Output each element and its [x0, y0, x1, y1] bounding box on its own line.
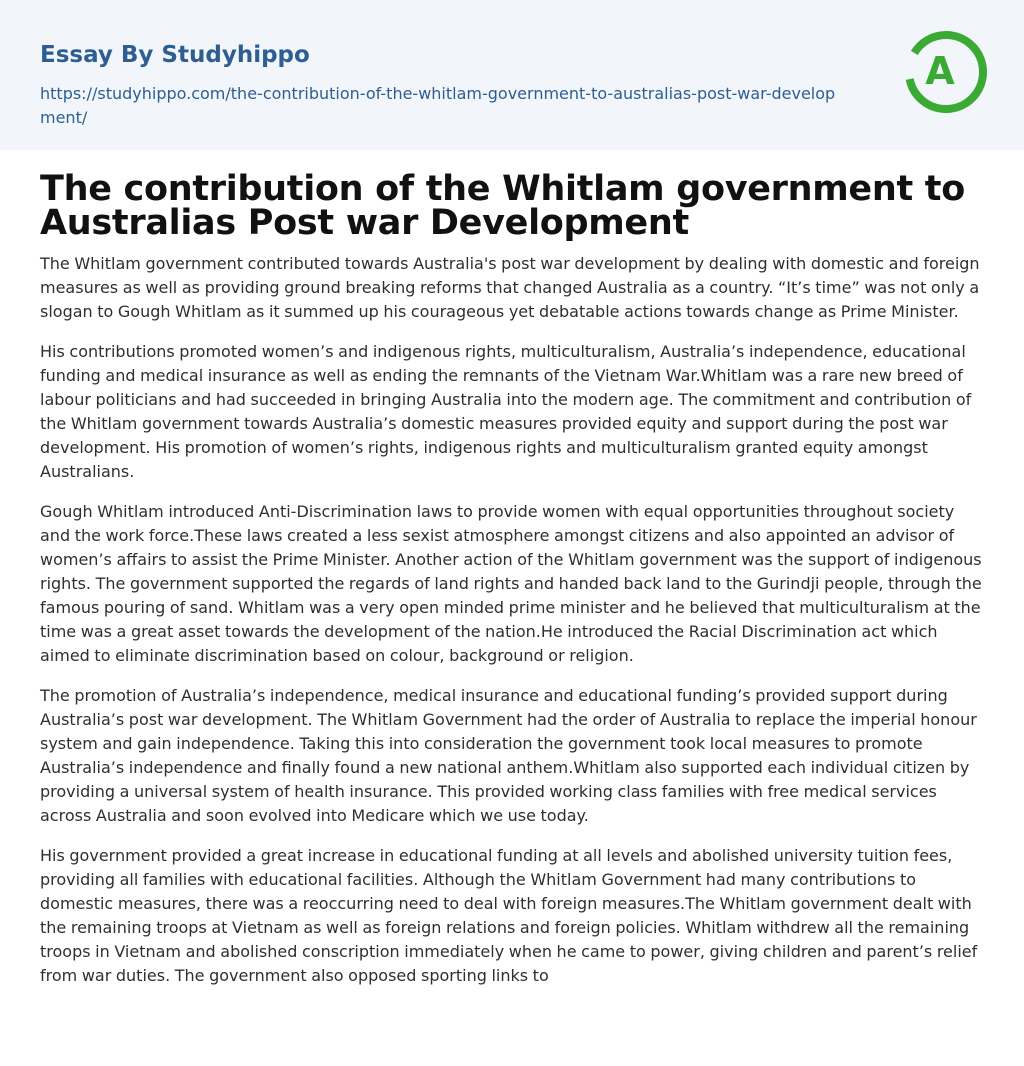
article: [0, 169, 1024, 988]
studyhippo-logo-icon[interactable]: [900, 28, 988, 116]
article-title: The contribution of the Whitlam government to Australias Post war Development: [40, 169, 965, 243]
article-paragraph: His contributions promoted women’s and indigenous rights, multiculturalism, Australia’s independence, educational funding and medical insurance as well as ending the remnants of the Vietnam War.Whitlam was a rare new breed of labour politicians and had succeeded in bringing Australia into the modern age. The commitment and contribution of the Whitlam government towards Australia’s domestic measures provided equity and support during the post war development. His promotion of women’s rights, indigenous rights and multiculturalism granted equity amongst Australians.: [40, 342, 972, 481]
logo-letter: A: [925, 49, 955, 93]
article-paragraph: The promotion of Australia’s independence, medical insurance and educational funding’s provided support during Australia’s post war development. The Whitlam Government had the order of Australia to replace the imperial honour system and gain independence. Taking this into consideration the government took local measures to promote Australia’s independence and finally found a new national anthem.Whitlam also supported each individual citizen by providing a universal system of health insurance. This provided working class families with free medical services across Australia and soon evolved into Medicare which we use today.: [40, 686, 977, 825]
article-paragraph: The Whitlam government contributed towards Australia's post war development by dealing with domestic and foreign measures as well as providing ground breaking reforms that changed Australia as a country. “It’s time” was not only a slogan to Gough Whitlam as it summed up his courageous yet debatable actions towards change as Prime Minister.: [40, 254, 980, 321]
article-paragraph: His government provided a great increase in educational funding at all levels and abolished university tuition fees, providing all families with educational facilities. Although the Whitlam Government had many contributions to domestic measures, there was a reoccurring need to deal with foreign measures.The Whitlam government dealt with the remaining troops at Vietnam as well as foreign relations and foreign policies. Whitlam withdrew all the remaining troops in Vietnam and abolished conscription immediately when he came to power, giving children and parent’s relief from war duties. The government also opposed sporting links to: [40, 846, 978, 985]
page-header: [0, 0, 1024, 150]
article-paragraph: Gough Whitlam introduced Anti-Discrimination laws to provide women with equal opportunities throughout society and the work force.These laws created a less sexist atmosphere amongst citizens and also appointed an advisor of women’s affairs to assist the Prime Minister. Another action of the Whitlam government was the support of indigenous rights. The government supported the regards of land rights and handed back land to the Gurindji people, through the famous pouring of sand. Whitlam was a very open minded prime minister and he believed that multiculturalism at the time was a great asset towards the development of the nation.He introduced the Racial Discrimination act which aimed to eliminate discrimination based on colour, background or religion.: [40, 502, 982, 665]
site-brand[interactable]: Essay By Studyhippo: [40, 42, 310, 68]
essay-url-link[interactable]: https://studyhippo.com/the-contribution-of-the-whitlam-government-to-australias-post-war-development/: [40, 84, 836, 127]
